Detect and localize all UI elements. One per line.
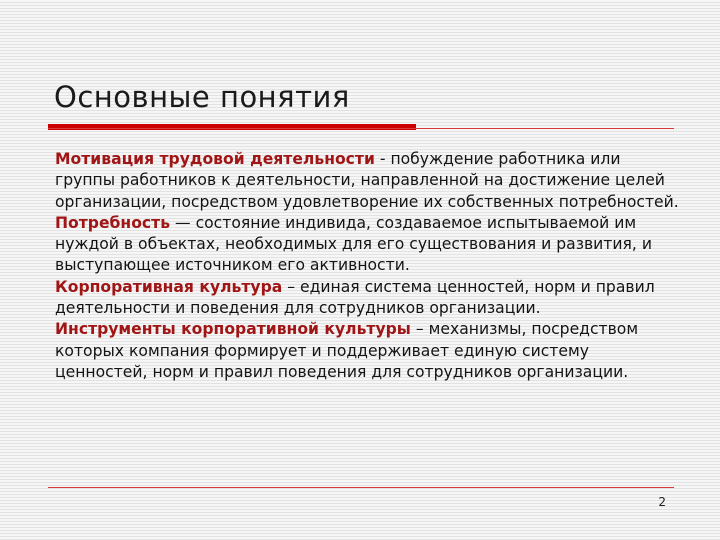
title-underline-accent — [48, 124, 416, 130]
definition-motivation — [55, 149, 685, 213]
definition-corporate-culture — [55, 277, 685, 320]
page-number: 2 — [658, 495, 666, 509]
definition-term: Потребность — [55, 213, 171, 232]
footer-rule — [48, 487, 674, 488]
definition-term: Корпоративная культура — [55, 277, 283, 296]
definition-culture-tools — [55, 319, 685, 383]
definition-term: Мотивация трудовой деятельности — [55, 150, 375, 168]
slide-title: Основные понятия — [54, 80, 350, 114]
definition-need — [55, 213, 685, 277]
definition-text: - побуждение работника или группы работников к деятельности, направленной на достижение целей организации, посредством удовлетворение их собственных потребностей. — [55, 150, 679, 211]
title-underline-rule — [48, 128, 674, 129]
definition-term: Инструменты корпоративной культуры — [55, 320, 411, 339]
definition-text: – механизмы, посредством которых компания формирует и поддерживает единую систему ценностей, норм и правил поведения для сотрудников организации. — [55, 320, 639, 381]
definition-text: – единая система ценностей, норм и правил деятельности и поведения для сотрудников организации. — [55, 277, 655, 318]
definitions-list — [55, 149, 685, 383]
definition-text: — состояние индивида, создаваемое испытываемой им нуждой в объектах, необходимых для его существования и развития, и выступающее источником его активности. — [55, 213, 652, 275]
